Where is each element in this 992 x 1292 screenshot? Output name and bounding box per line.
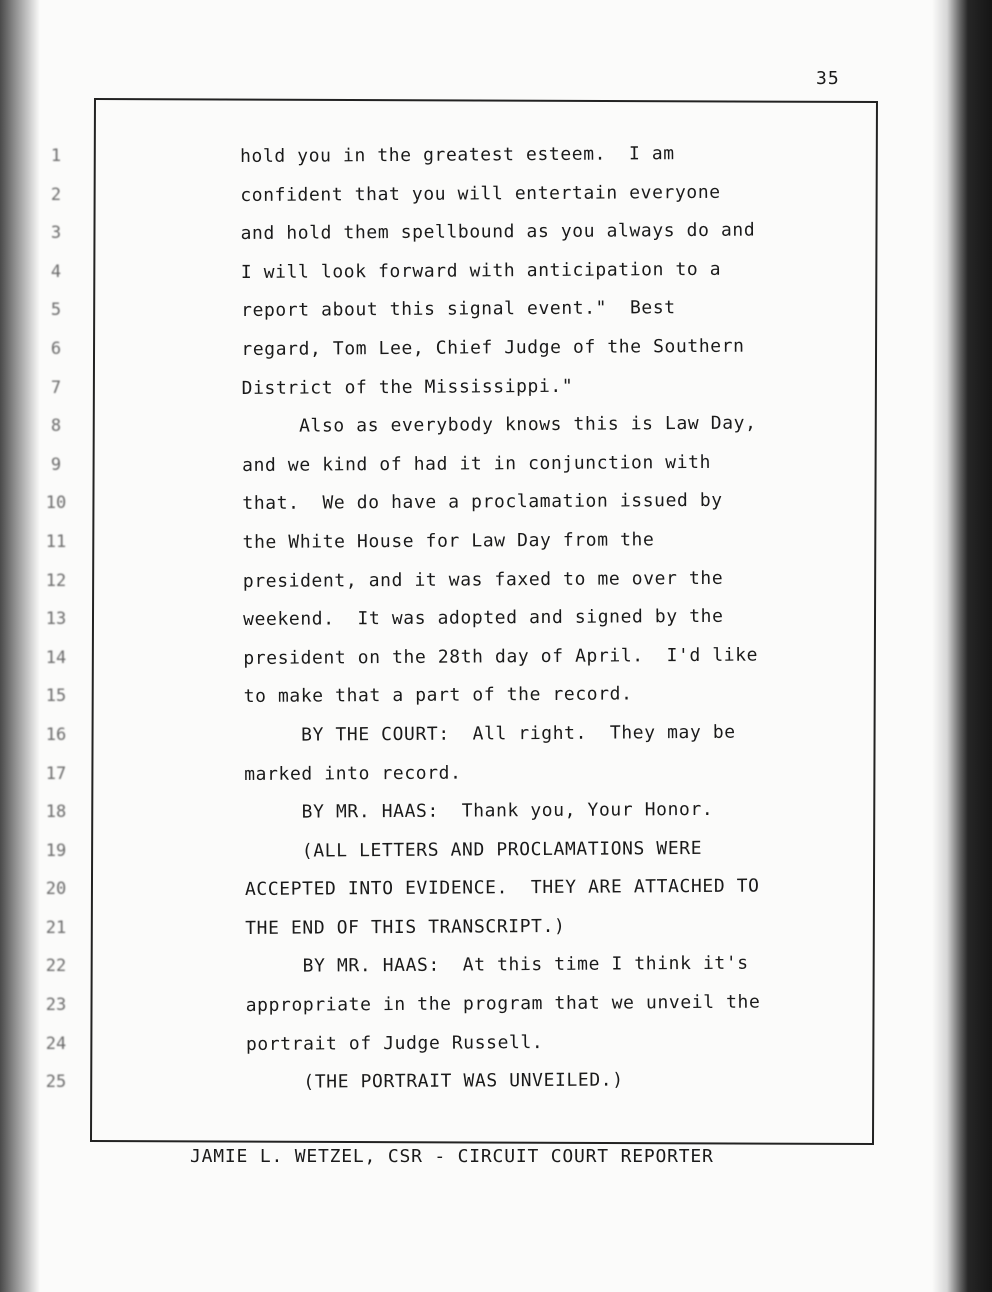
transcript-line: marked into record. <box>244 762 462 785</box>
line-number: 6 <box>50 338 62 359</box>
line-number: 4 <box>50 261 62 282</box>
line-number: 13 <box>45 609 67 630</box>
line-number: 8 <box>50 416 62 437</box>
line-number: 21 <box>45 917 67 938</box>
page-number: 35 <box>816 68 840 89</box>
transcript-line: the White House for Law Day from the <box>242 529 655 553</box>
line-number: 10 <box>45 493 67 514</box>
transcript-line: and hold them spellbound as you always do and <box>240 219 756 245</box>
transcript-line: confident that you will entertain everyone <box>240 181 721 206</box>
line-number: 3 <box>50 223 62 244</box>
transcript-line: weekend. It was adopted and signed by the <box>243 605 724 631</box>
transcript-line: BY MR. HAAS: At this time I think it's <box>245 953 749 978</box>
line-number-column <box>36 146 76 1111</box>
line-number: 15 <box>45 686 67 707</box>
transcript-line: District of the Mississippi." <box>241 375 574 399</box>
line-number: 7 <box>50 377 62 398</box>
transcript-line: regard, Tom Lee, Chief Judge of the Southern <box>241 335 745 360</box>
court-reporter-footer: JAMIE L. WETZEL, CSR - CIRCUIT COURT REPORTER <box>190 1146 714 1167</box>
transcript-line: report about this signal event." Best <box>241 297 676 322</box>
transcript-line: president, and it was faxed to me over the <box>242 567 724 592</box>
page-binding-shadow-right <box>932 0 992 1292</box>
line-number: 19 <box>45 840 67 861</box>
page-binding-shadow-left <box>0 0 40 1292</box>
line-number: 24 <box>45 1033 67 1054</box>
line-number: 16 <box>45 724 67 745</box>
transcript-line: BY THE COURT: All right. They may be <box>243 721 736 746</box>
transcript-line: ACCEPTED INTO EVIDENCE. THEY ARE ATTACHED TO <box>244 875 760 901</box>
transcript-line: (ALL LETTERS AND PROCLAMATIONS WERE <box>244 837 703 862</box>
transcript-line: THE END OF THIS TRANSCRIPT.) <box>245 915 566 939</box>
transcript-line: I will look forward with anticipation to a <box>240 258 722 283</box>
transcript-line: BY MR. HAAS: Thank you, Your Honor. <box>244 798 714 824</box>
line-number: 2 <box>50 184 62 205</box>
line-number: 14 <box>45 647 67 668</box>
line-number: 9 <box>50 454 62 475</box>
transcript-line: appropriate in the program that we unveil the <box>245 991 761 1017</box>
transcript-line: portrait of Judge Russell. <box>245 1031 544 1055</box>
line-number: 11 <box>45 531 67 552</box>
line-number: 12 <box>45 570 67 591</box>
line-number: 5 <box>50 300 62 321</box>
line-number: 20 <box>45 879 67 900</box>
line-number: 22 <box>45 956 67 977</box>
transcript-line: president on the 28th day of April. I'd like <box>243 644 759 669</box>
line-number: 25 <box>45 1072 67 1093</box>
transcript-body <box>240 142 846 1111</box>
line-number: 1 <box>50 146 62 166</box>
transcript-line: to make that a part of the record. <box>243 683 633 708</box>
transcript-line: and we kind of had it in conjunction with <box>242 451 712 476</box>
line-number: 18 <box>45 802 67 823</box>
line-number: 17 <box>45 763 67 784</box>
transcript-line: Also as everybody knows this is Law Day, <box>241 412 757 438</box>
transcript-line: (THE PORTRAIT WAS UNVEILED.) <box>246 1069 624 1094</box>
transcript-line: that. We do have a proclamation issued by <box>242 490 723 515</box>
transcript-line: hold you in the greatest esteem. I am <box>240 143 675 167</box>
line-number: 23 <box>45 995 67 1016</box>
